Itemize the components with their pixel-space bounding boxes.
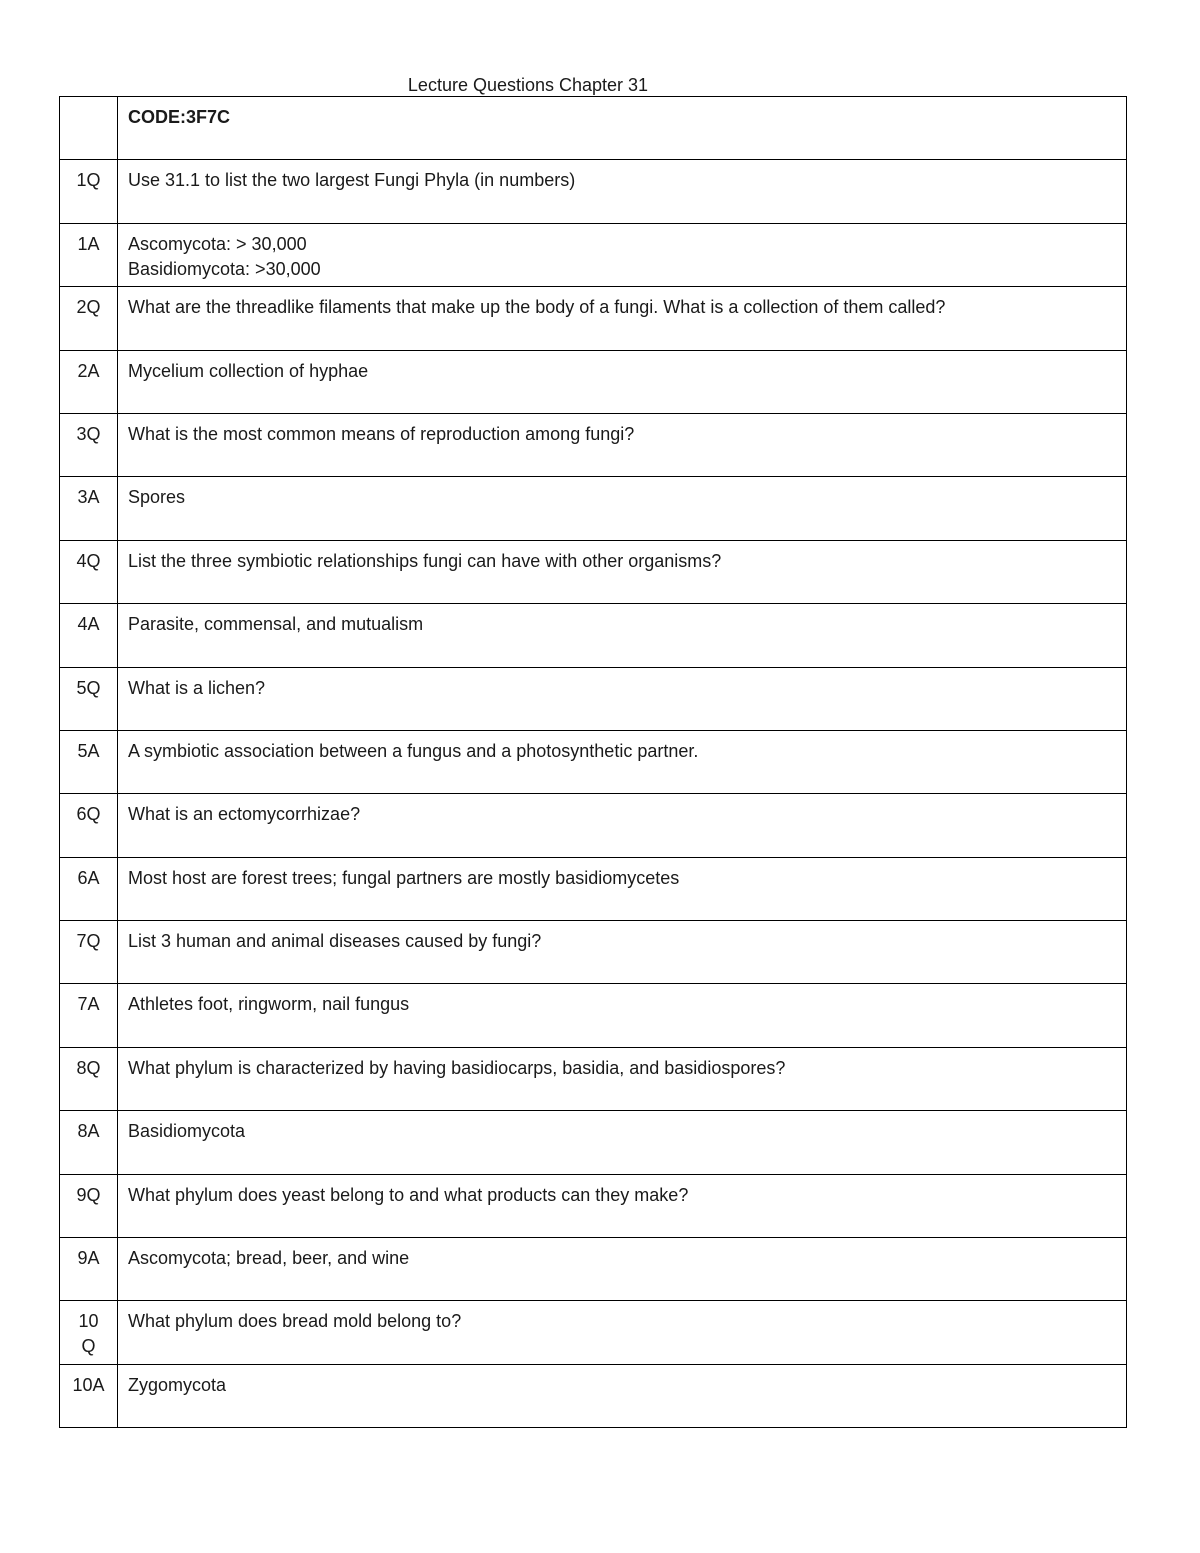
header-label-cell xyxy=(60,97,118,160)
row-text: Basidiomycota xyxy=(118,1111,1127,1174)
row-label: 8A xyxy=(60,1111,118,1174)
row-text: Ascomycota; bread, beer, and wine xyxy=(118,1238,1127,1301)
row-label: 9A xyxy=(60,1238,118,1301)
code-header: CODE:3F7C xyxy=(118,97,1127,160)
qa-table xyxy=(59,96,1127,1428)
row-label: 1Q xyxy=(60,160,118,223)
row-label: 6Q xyxy=(60,794,118,857)
table-row xyxy=(60,350,1127,413)
row-label: 4A xyxy=(60,604,118,667)
table-row xyxy=(60,540,1127,603)
table-row xyxy=(60,287,1127,350)
row-label: 7A xyxy=(60,984,118,1047)
row-text: Spores xyxy=(118,477,1127,540)
row-label: 8Q xyxy=(60,1047,118,1110)
table-row xyxy=(60,477,1127,540)
row-label: 5A xyxy=(60,730,118,793)
table-row xyxy=(60,160,1127,223)
table-row xyxy=(60,1238,1127,1301)
row-text: What is an ectomycorrhizae? xyxy=(118,794,1127,857)
row-label: 10 Q xyxy=(60,1301,118,1364)
row-text: List 3 human and animal diseases caused by fungi? xyxy=(118,921,1127,984)
row-text: List the three symbiotic relationships fungi can have with other organisms? xyxy=(118,540,1127,603)
row-text: Athletes foot, ringworm, nail fungus xyxy=(118,984,1127,1047)
row-text: Mycelium collection of hyphae xyxy=(118,350,1127,413)
table-header-row xyxy=(60,97,1127,160)
row-label: 3Q xyxy=(60,413,118,476)
row-label: 3A xyxy=(60,477,118,540)
table-row xyxy=(60,1047,1127,1110)
row-text: What phylum is characterized by having basidiocarps, basidia, and basidiospores? xyxy=(118,1047,1127,1110)
table-row xyxy=(60,1364,1127,1427)
table-row xyxy=(60,921,1127,984)
table-row xyxy=(60,1301,1127,1364)
table-row xyxy=(60,794,1127,857)
row-text: Use 31.1 to list the two largest Fungi Phyla (in numbers) xyxy=(118,160,1127,223)
row-text: Zygomycota xyxy=(118,1364,1127,1427)
table-row xyxy=(60,413,1127,476)
row-text: What phylum does bread mold belong to? xyxy=(118,1301,1127,1364)
table-row xyxy=(60,604,1127,667)
table-row xyxy=(60,857,1127,920)
row-text: Ascomycota: > 30,000 Basidiomycota: >30,000 xyxy=(118,223,1127,286)
row-label: 2A xyxy=(60,350,118,413)
row-text: What is a lichen? xyxy=(118,667,1127,730)
row-text: Most host are forest trees; fungal partners are mostly basidiomycetes xyxy=(118,857,1127,920)
row-label: 9Q xyxy=(60,1174,118,1237)
page-title: Lecture Questions Chapter 31 xyxy=(407,75,649,95)
table-row xyxy=(60,984,1127,1047)
row-label: 2Q xyxy=(60,287,118,350)
row-label: 1A xyxy=(60,223,118,286)
row-label: 7Q xyxy=(60,921,118,984)
row-text: What phylum does yeast belong to and what products can they make? xyxy=(118,1174,1127,1237)
table-row xyxy=(60,730,1127,793)
row-text: Parasite, commensal, and mutualism xyxy=(118,604,1127,667)
row-text: What is the most common means of reproduction among fungi? xyxy=(118,413,1127,476)
row-text: What are the threadlike filaments that make up the body of a fungi. What is a collection of them called? xyxy=(118,287,1127,350)
row-label: 4Q xyxy=(60,540,118,603)
table-row xyxy=(60,1111,1127,1174)
row-label: 10A xyxy=(60,1364,118,1427)
row-text: A symbiotic association between a fungus and a photosynthetic partner. xyxy=(118,730,1127,793)
table-row xyxy=(60,223,1127,286)
row-label: 6A xyxy=(60,857,118,920)
table-row xyxy=(60,667,1127,730)
table-row xyxy=(60,1174,1127,1237)
row-label: 5Q xyxy=(60,667,118,730)
